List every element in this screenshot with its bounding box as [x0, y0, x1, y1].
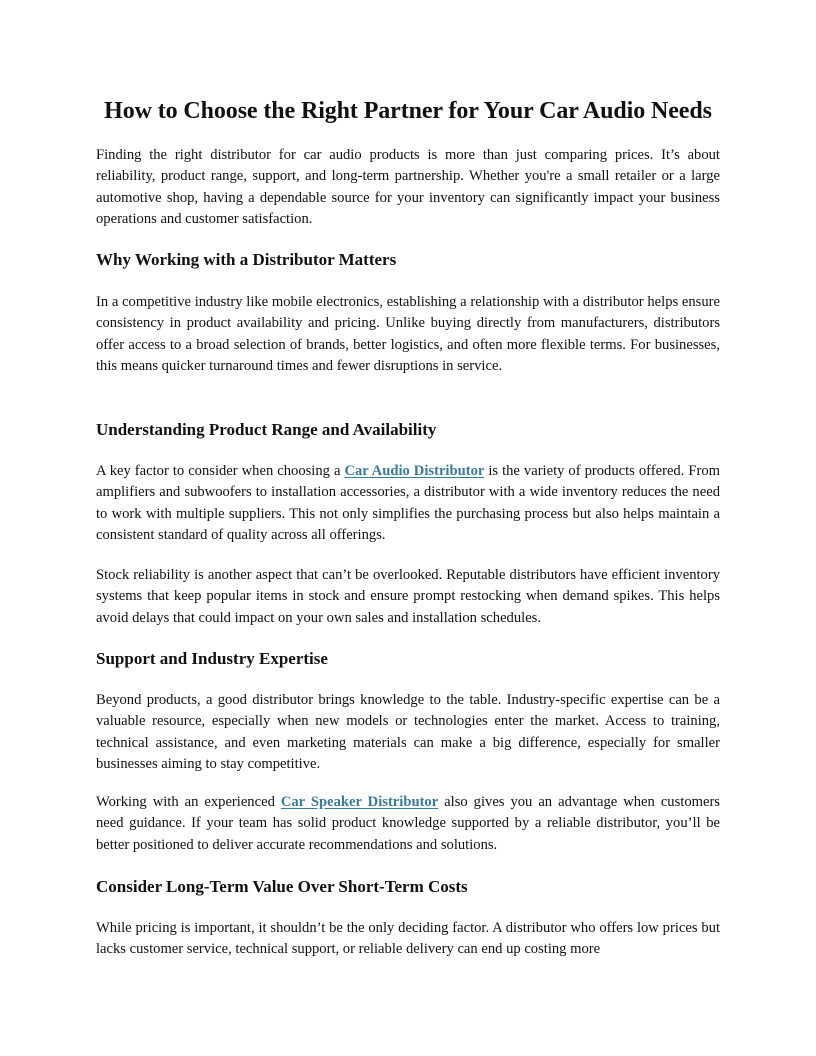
paragraph-with-link [96, 792, 720, 856]
section-long-term-value [96, 876, 720, 898]
paragraph: Stock reliability is another aspect that can’t be overlooked. Reputable distributors have efficient inventory systems that keep popular items in stock and ensure prompt restocking when demand spikes. This helps avoid delays that could impact on your own sales and installation schedules. [96, 567, 720, 626]
section-long-term-value-body [96, 918, 720, 961]
paragraph: Beyond products, a good distributor brings knowledge to the table. Industry-specific expertise can be a valuable resource, especially when new models or technologies enter the market. Access to training, technical assistance, and even marketing materials can make a big difference, especially for smaller businesses aiming to stay competitive. [96, 692, 720, 773]
car-speaker-distributor-link[interactable]: Car Speaker Distributor [280, 794, 439, 810]
section-heading: Understanding Product Range and Availability [96, 420, 437, 439]
section-why-distributor [96, 249, 720, 271]
paragraph-text: also gives you an advantage when customers need guidance. If your team has solid product knowledge supported by a reliable distributor, you’ll be better positioned to deliver accurate recommendations and solutions. [96, 794, 720, 853]
paragraph-text: is the variety of products offered. From amplifiers and subwoofers to installation accessories, a distributor with a wide inventory reduces the need to work with multiple suppliers. This not only simplifies the purchasing process but also helps maintain a consistent standard of quality across all offerings. [96, 463, 720, 544]
intro-paragraph: Finding the right distributor for car audio products is more than just comparing prices. It’s about reliability, product range, support, and long-term partnership. Whether you're a small retailer or a large automotive shop, having a dependable source for your inventory can significantly impact your business operations and customer satisfaction. [96, 147, 720, 228]
section-product-range-body [96, 461, 720, 547]
section-support-body-2 [96, 792, 720, 856]
section-heading: Why Working with a Distributor Matters [96, 250, 397, 269]
paragraph-with-link [96, 461, 720, 547]
section-product-range [96, 419, 720, 441]
document-title: How to Choose the Right Partner for Your Car Audio Needs [104, 98, 712, 124]
section-support [96, 648, 720, 670]
section-product-range-body-2 [96, 565, 720, 629]
section-support-body [96, 690, 720, 776]
section-heading: Support and Industry Expertise [96, 649, 328, 668]
paragraph: In a competitive industry like mobile electronics, establishing a relationship with a distributor helps ensure consistency in product availability and pricing. Unlike buying directly from manufacturers, distributors offer access to a broad selection of brands, better logistics, and often more flexible terms. For businesses, this means quicker turnaround times and fewer disruptions in service. [96, 294, 720, 375]
paragraph: While pricing is important, it shouldn’t be the only deciding factor. A distributor who offers low prices but lacks customer service, technical support, or reliable delivery can end up costing more [96, 920, 720, 958]
section-heading: Consider Long-Term Value Over Short-Term Costs [96, 877, 468, 896]
intro-section [96, 145, 720, 231]
paragraph-text: A key factor to consider when choosing a [96, 463, 345, 479]
paragraph-text: Working with an experienced [96, 794, 281, 810]
car-audio-distributor-link[interactable]: Car Audio Distributor [344, 463, 485, 479]
section-why-distributor-body [96, 292, 720, 378]
